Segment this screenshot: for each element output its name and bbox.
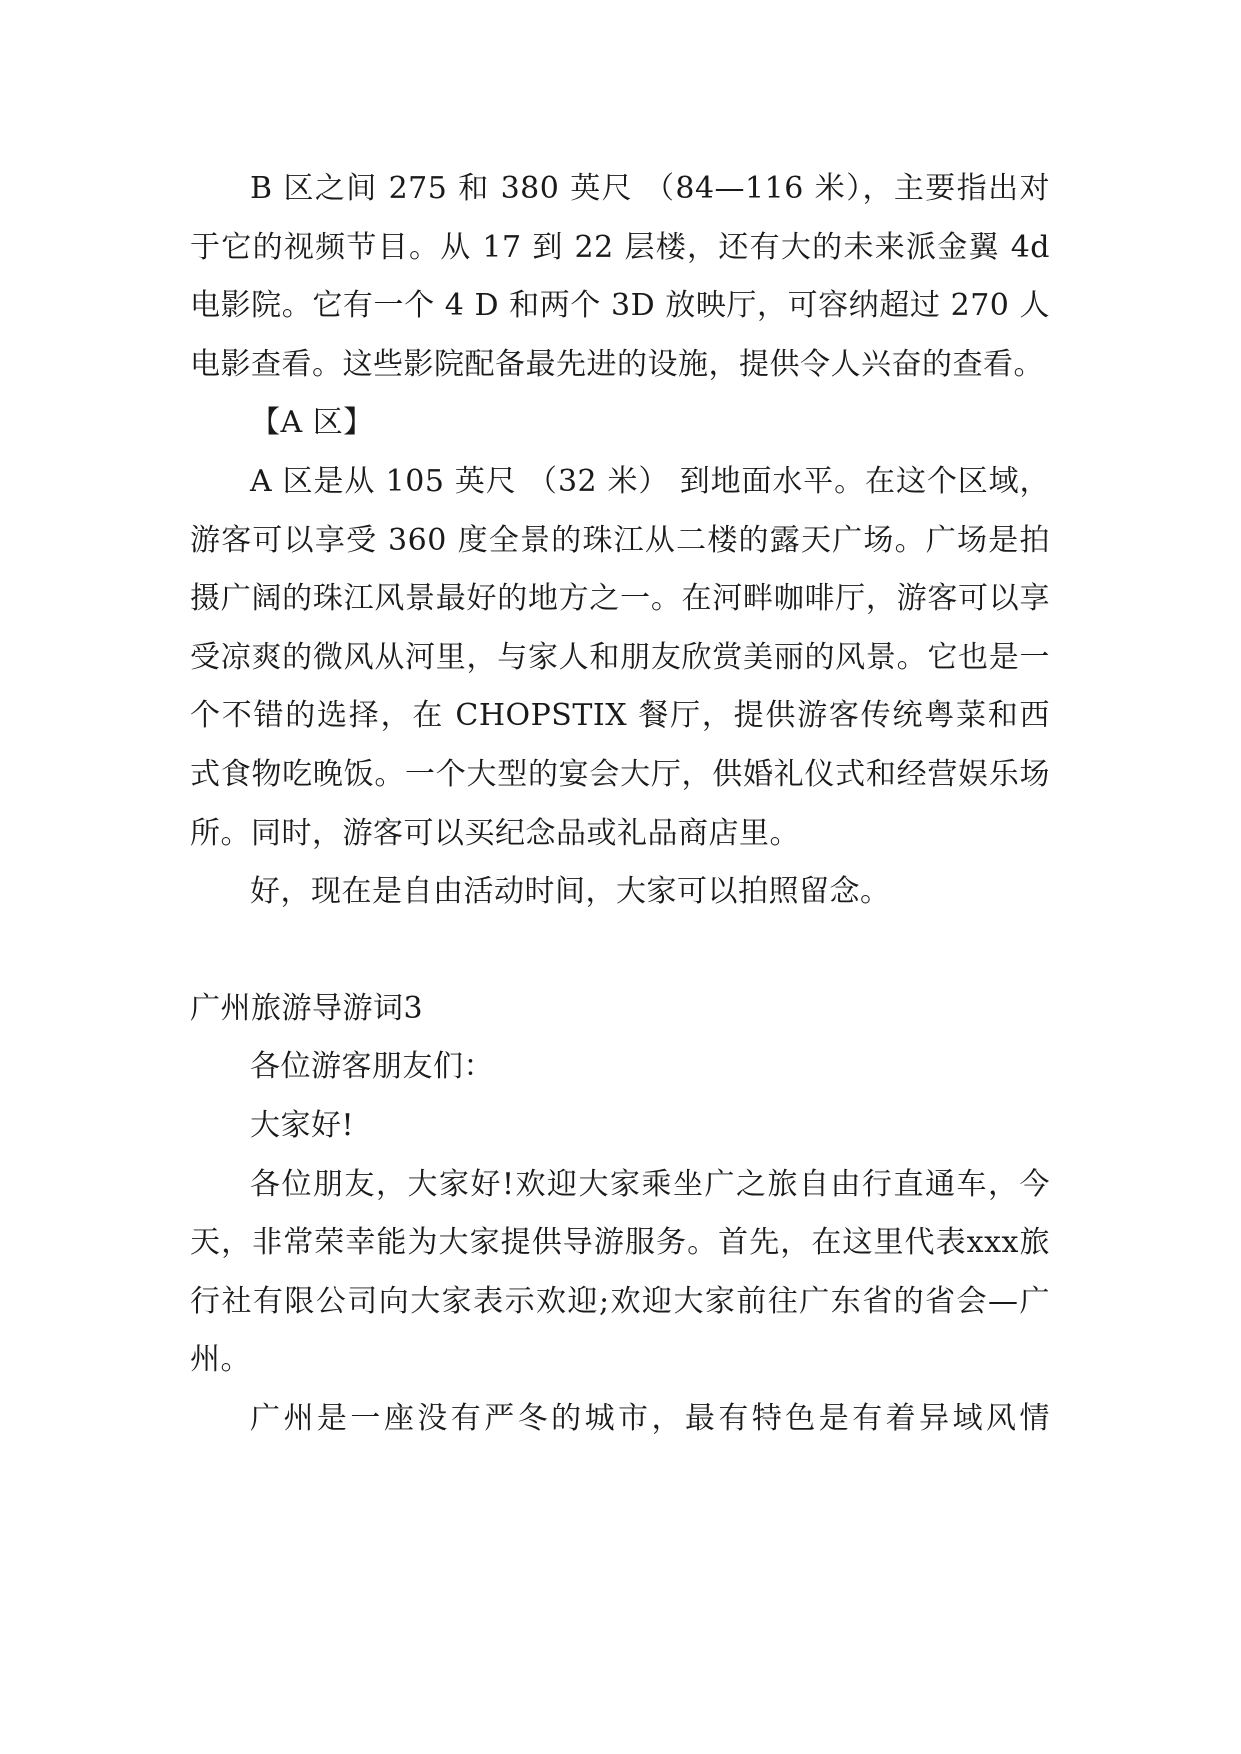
paragraph-guangzhou-intro: 广州是一座没有严冬的城市，最有特色是有着异域风情 bbox=[250, 1400, 1050, 1436]
paragraph-a-zone: A 区是从 105 英尺 （32 米） 到地面水平。在这个区域，游客可以享受 360 度全景的珠江从二楼的露天广场。广场是拍摄广阔的珠江风景最好的地方之一。在河畔咖啡厅，游客可以享受凉爽的微风从河里，与家人和朋友欣赏美丽的风景。它也是一个不错的选择，在 CHOPSTIX 餐厅，提供游客传统粤菜和西式食物吃晚饭。一个大型的宴会大厅，供婚礼仪式和经营娱乐场所。同时，游客可以买纪念品或礼品商店里。 bbox=[190, 463, 1050, 851]
paragraph-free-time: 好，现在是自由活动时间，大家可以拍照留念。 bbox=[250, 874, 891, 910]
paragraph-b-zone: B 区之间 275 和 380 英尺 （84—116 米），主要指出对于它的视频节目。从 17 到 22 层楼，还有大的未来派金翼 4d 电影院。它有一个 4 D 和两个 3D 放映厅，可容纳超过 270 人电影查看。这些影院配备最先进的设施，提供令人兴奋的查看。 bbox=[190, 171, 1050, 382]
heading-a-zone: 【A 区】 bbox=[250, 405, 374, 441]
section-title: 广州旅游导游词3 bbox=[190, 990, 424, 1026]
document-page bbox=[190, 160, 1050, 1448]
paragraph-hello: 大家好! bbox=[250, 1107, 355, 1143]
paragraph-greeting-audience: 各位游客朋友们： bbox=[250, 1049, 494, 1085]
paragraph-welcome: 各位朋友，大家好!欢迎大家乘坐广之旅自由行直通车，今天，非常荣幸能为大家提供导游服务。首先，在这里代表xxx旅行社有限公司向大家表示欢迎;欢迎大家前往广东省的省会—广州。 bbox=[190, 1166, 1050, 1378]
